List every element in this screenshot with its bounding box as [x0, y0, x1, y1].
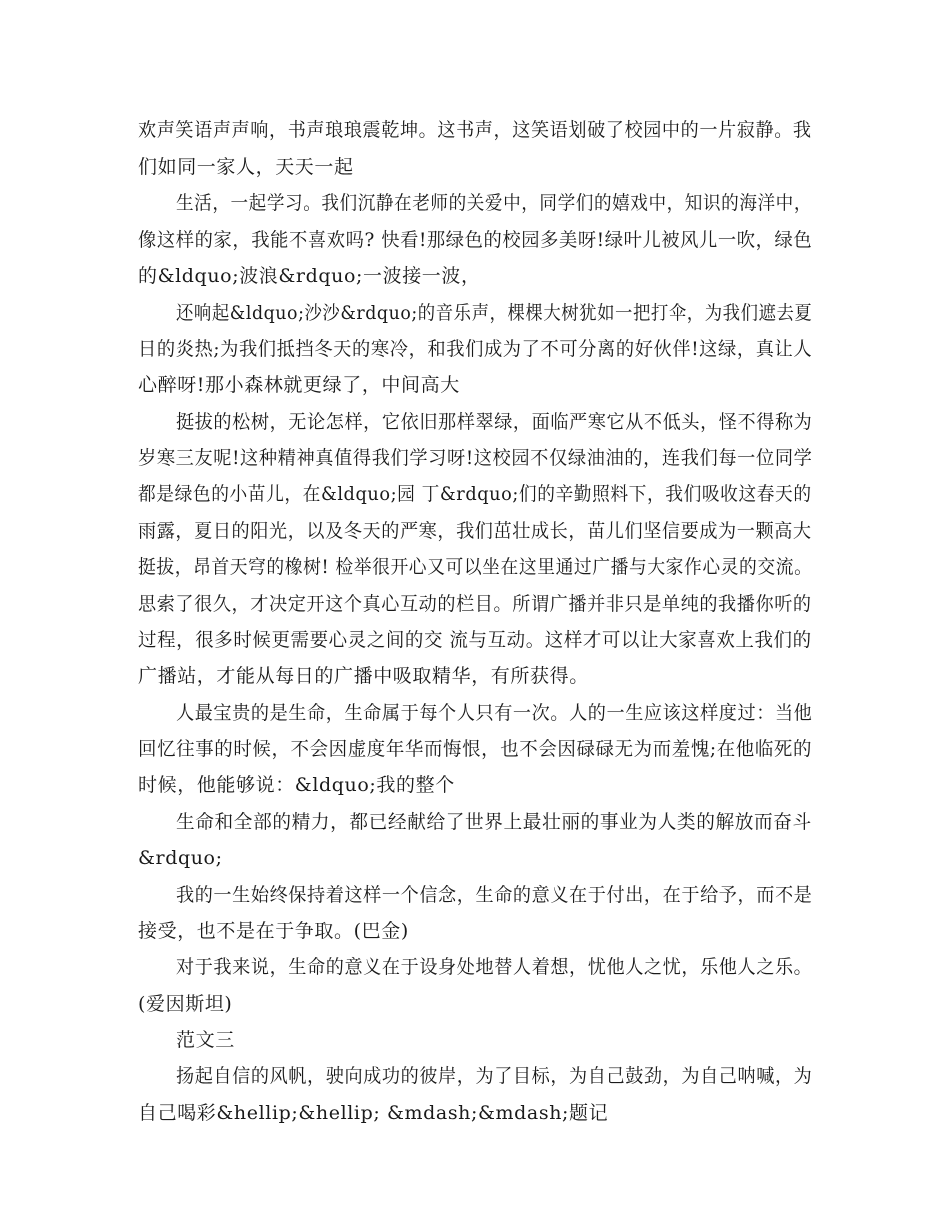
text-line: 生命和全部的精力，都已经献给了世界上最壮丽的事业为人类的解放而奋斗	[176, 811, 812, 833]
text-line: 广播站，才能从每日的广播中吸取精华，有所获得。	[138, 665, 589, 687]
text-line: 雨露，夏日的阳光，以及冬天的严寒，我们茁壮成长，苗儿们坚信要成为一颗高大	[138, 520, 812, 542]
text-line: 像这样的家，我能不喜欢吗? 快看!那绿色的校园多美呀!绿叶儿被风儿一吹，绿色	[138, 229, 813, 251]
text-line: (爱因斯坦)	[138, 993, 233, 1015]
text-line: 岁寒三友呢!这种精神真值得我们学习呀!这校园不仅绿油油的，连我们每一位同学	[138, 447, 813, 469]
text-line: 对于我来说，生命的意义在于设身处地替人着想，忧他人之忧，乐他人之乐。	[176, 956, 813, 978]
text-line: 都是绿色的小苗儿，在&ldquo;园 丁&rdquo;们的辛勤照料下，我们吸收这春天的	[138, 483, 812, 505]
text-line: 欢声笑语声声响，书声琅琅震乾坤。这书声，这笑语划破了校园中的一片寂静。我	[138, 119, 812, 141]
text-line: 生活，一起学习。我们沉静在老师的关爱中，同学们的嬉戏中，知识的海洋中，	[176, 192, 813, 214]
text-line: 回忆往事的时候，不会因虚度年华而悔恨，也不会因碌碌无为而羞愧;在他临死的	[138, 738, 813, 760]
text-line: 时候，他能够说：&ldquo;我的整个	[138, 774, 455, 796]
text-line: 挺拔的松树，无论怎样，它依旧那样翠绿，面临严寒它从不低头，怪不得称为	[176, 411, 813, 433]
text-line: 人最宝贵的是生命，生命属于每个人只有一次。人的一生应该这样度过：当他	[176, 702, 813, 724]
text-line: 我的一生始终保持着这样一个信念，生命的意义在于付出，在于给予，而不是	[176, 884, 813, 906]
text-line: 扬起自信的风帆，驶向成功的彼岸，为了目标，为自己鼓劲，为自己呐喊，为	[176, 1065, 813, 1087]
text-line: 心醉呀!那小森林就更绿了，中间高大	[138, 374, 460, 396]
text-line: 范文三	[176, 1029, 235, 1051]
text-line: 思索了很久，才决定开这个真心互动的栏目。所谓广播并非只是单纯的我播你听的	[138, 593, 812, 615]
text-line: 自己喝彩&hellip;&hellip; &mdash;&mdash;题记	[138, 1102, 609, 1124]
text-line: 日的炎热;为我们抵挡冬天的寒冷，和我们成为了不可分离的好伙伴!这绿，真让人	[138, 338, 813, 360]
text-line: 挺拔，昂首天穹的橡树! 检举很开心又可以坐在这里通过广播与大家作心灵的交流。	[138, 556, 813, 578]
text-line: 们如同一家人，天天一起	[138, 156, 354, 178]
text-line: 的&ldquo;波浪&rdquo;一波接一波，	[138, 265, 481, 287]
text-line: 接受，也不是在于争取。(巴金)	[138, 920, 409, 942]
text-line: 还响起&ldquo;沙沙&rdquo;的音乐声，棵棵大树犹如一把打伞，为我们遮去夏	[176, 302, 813, 324]
text-line: &rdquo;	[138, 847, 223, 869]
text-line: 过程，很多时候更需要心灵之间的交 流与互动。这样才可以让大家喜欢上我们的	[138, 629, 812, 651]
